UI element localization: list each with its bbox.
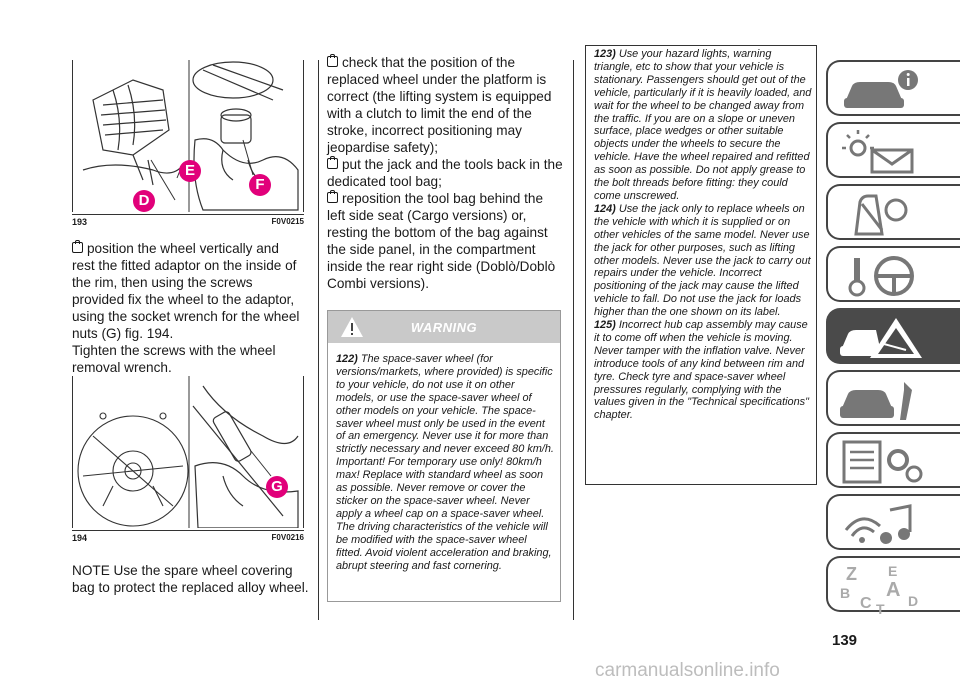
technical-data-icon — [836, 438, 936, 486]
car-info-icon — [836, 66, 936, 114]
index-letter: T — [876, 601, 885, 614]
tab-technical-data[interactable] — [826, 432, 960, 488]
col1-note — [72, 562, 312, 596]
warning-item-text: The space-saver wheel (for versions/markets, where provided) is specific to your vehicle, do not use it on other models, or use the space-saver wheel of other models on your vehicle. The space-saver wheel must only be used in the event of an emergency. Never use it for more than strictly necessary and never exceed 80 km/h. Important! For temporary use only! 80km/h max! Replace with standard wheel as soon as possible. Never remove or cover the sticker on the space-saver wheel. Never apply a wheel cap on a space-saver wheel. The driving characteristics of the vehicle will be modified with the space-saver wheel fitted. Avoid violent acceleration and braking, abrupt steering and fast cornering. — [336, 353, 554, 572]
bullet-icon — [72, 242, 83, 253]
figure-194-caption — [72, 530, 304, 543]
figure-194 — [72, 376, 304, 528]
warning-item-number: 122) — [336, 353, 358, 365]
index-letter: E — [888, 563, 898, 579]
col1-text-top — [72, 240, 304, 376]
tab-warning-lights[interactable] — [826, 122, 960, 178]
notes-body — [586, 46, 816, 422]
page-number: 139 — [832, 632, 858, 649]
index-letter: D — [908, 593, 919, 609]
tab-index[interactable] — [826, 556, 960, 612]
figure-label-g: G — [266, 476, 288, 498]
warning-lights-icon — [836, 128, 936, 176]
tab-maintenance[interactable] — [826, 370, 960, 426]
col2-bullet-3: reposition the tool bag behind the left side seat (Cargo versions) or, resting the bottom of the bag against the side panel, in the compartment inside the rear right side (Doblò/Doblò Combi versions). — [327, 191, 556, 291]
figure-number: 194 — [72, 533, 88, 543]
bullet-icon — [327, 158, 338, 169]
seatbelt-airbag-icon — [836, 190, 936, 238]
bullet-icon — [327, 56, 338, 67]
note-number: 124) — [594, 202, 616, 215]
tab-emergency[interactable] — [826, 308, 960, 364]
index-letter: Z — [846, 564, 857, 584]
index-letter: B — [840, 585, 851, 601]
car-maintenance-icon — [836, 376, 936, 424]
tab-car-info[interactable] — [826, 60, 960, 116]
emergency-triangle-icon — [836, 314, 936, 362]
figure-193 — [72, 60, 304, 212]
index-letter: C — [860, 595, 872, 612]
index-letters-icon — [836, 562, 936, 614]
tab-safety[interactable] — [826, 184, 960, 240]
figure-193-caption — [72, 214, 304, 227]
note-text: Incorrect hub cap assembly may cause it to come off when the vehicle is moving. Never tamper with the inflation valve. Never introduce tools of any kind between rim and tyre. Check tyre and space-saver wheel pressures regularly, complying with the values given in the "Technical specifications" chapter. — [594, 319, 809, 422]
figure-label-f: F — [249, 174, 271, 196]
col1-bullet-1: position the wheel vertically and rest the fitted adaptor on the inside of the rim, then using the screws provided fix the wheel to the adaptor, using the socket wrench for the wheel nuts (G) fig. 194. — [72, 241, 300, 341]
key-steering-wheel-icon — [836, 252, 936, 300]
multimedia-icon — [836, 500, 936, 548]
note-number: 125) — [594, 319, 616, 332]
tab-starting-driving[interactable] — [826, 246, 960, 302]
warning-body — [328, 343, 560, 572]
figure-code: F0V0216 — [271, 533, 304, 542]
warning-header — [328, 311, 560, 343]
figure-194-illustration — [73, 376, 303, 528]
col2-bullet-2: put the jack and the tools back in the dedicated tool bag; — [327, 157, 563, 189]
figure-number: 193 — [72, 217, 88, 227]
col1-paragraph: Tighten the screws with the wheel removal wrench. — [72, 343, 276, 375]
figure-label-d: D — [133, 190, 155, 212]
bullet-icon — [327, 192, 338, 203]
col2-text — [327, 54, 563, 292]
note-text: NOTE Use the spare wheel covering bag to protect the replaced alloy wheel. — [72, 563, 309, 595]
watermark: carmanualsonline.info — [595, 660, 780, 681]
notes-box — [585, 45, 817, 485]
figure-label-e: E — [179, 160, 201, 182]
index-letter: A — [886, 579, 901, 601]
note-number: 123) — [594, 48, 616, 60]
note-text: Use your hazard lights, warning triangle, etc to show that your vehicle is stationary. Passengers should get out of the vehicle, particularly if it is heavily loaded, and wait for the wheel to be changed away from the traffic. If you are on a slope or uneven surface, place wedges or other suitable objects under the wheels to secure the vehicle. Have the wheel repaired and refitted as soon as possible. Do not apply grease to the bolt threads before fitting: they could come unscrewed. — [594, 48, 812, 202]
note-text: Use the jack only to replace wheels on the vehicle with which it is supplied or on other vehicles of the same model. Never use the jack for other purposes, such as lifting other models. Never use the jack to carry out repairs under the vehicle. Incorrect positioning of the jack may cause the lifted vehicle to fall. Do not use the jack for loads higher than the one shown on its label. — [594, 202, 811, 319]
warning-title: WARNING — [410, 320, 478, 335]
tab-multimedia[interactable] — [826, 494, 960, 550]
col2-bullet-1: check that the position of the replaced wheel under the platform is correct (the lifting system is equipped with a clutch to limit the end of the stroke, incorrect positioning may jeopardise safety); — [327, 55, 552, 155]
warning-box — [327, 310, 561, 602]
figure-code: F0V0215 — [271, 217, 304, 226]
